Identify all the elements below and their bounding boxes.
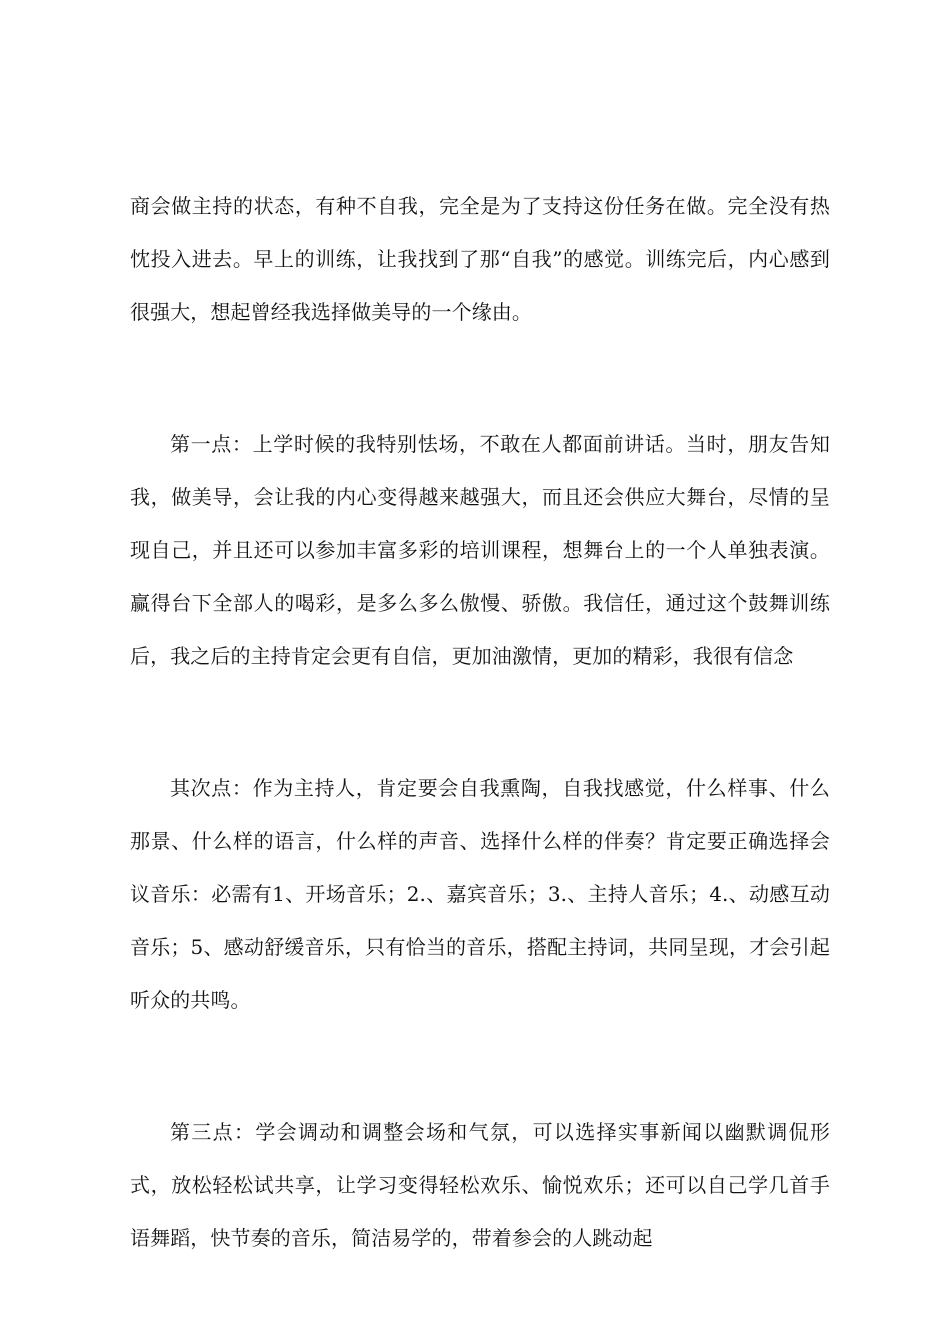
- paragraph-1: 商会做主持的状态，有种不自我，完全是为了支持这份任务在做。完全没有热忱投入进去。早上的训练，让我找到了那“自我”的感觉。训练完后，内心感到很强大，想起曾经我选择做美导的一个缘由。: [130, 194, 830, 324]
- paragraph-gap: [130, 1027, 830, 1106]
- document-body: [130, 180, 830, 1265]
- paragraph-gap: [130, 339, 830, 418]
- paragraph-3: 其次点：作为主持人，肯定要会自我熏陶，自我找感觉，什么样事、什么那景、什么样的语言，什么样的声音、选择什么样的伴奏？肯定要正确选择会议音乐：必需有1、开场音乐；2.、嘉宾音乐；3.、主持人音乐；4.、动感互动音乐；5、感动舒缓音乐，只有恰当的音乐，搭配主持词，共同呈现，才会引起听众的共鸣。: [130, 776, 830, 1012]
- paragraph-gap: [130, 683, 830, 762]
- paragraph-4: 第三点：学会调动和调整会场和气氛，可以选择实事新闻以幽默调侃形式，放松轻松试共享，让学习变得轻松欢乐、愉悦欢乐；还可以自己学几首手语舞蹈，快节奏的音乐，简洁易学的，带着参会的人跳动起: [130, 1120, 830, 1250]
- paragraph-2: 第一点：上学时候的我特别怯场，不敢在人都面前讲话。当时，朋友告知我，做美导，会让我的内心变得越来越强大，而且还会供应大舞台，尽情的呈现自己，并且还可以参加丰富多彩的培训课程，想舞台上的一个人单独表演。赢得台下全部人的喝彩，是多么多么傲慢、骄傲。我信任，通过这个鼓舞训练后，我之后的主持肯定会更有自信，更加油激情，更加的精彩，我很有信念: [130, 432, 830, 668]
